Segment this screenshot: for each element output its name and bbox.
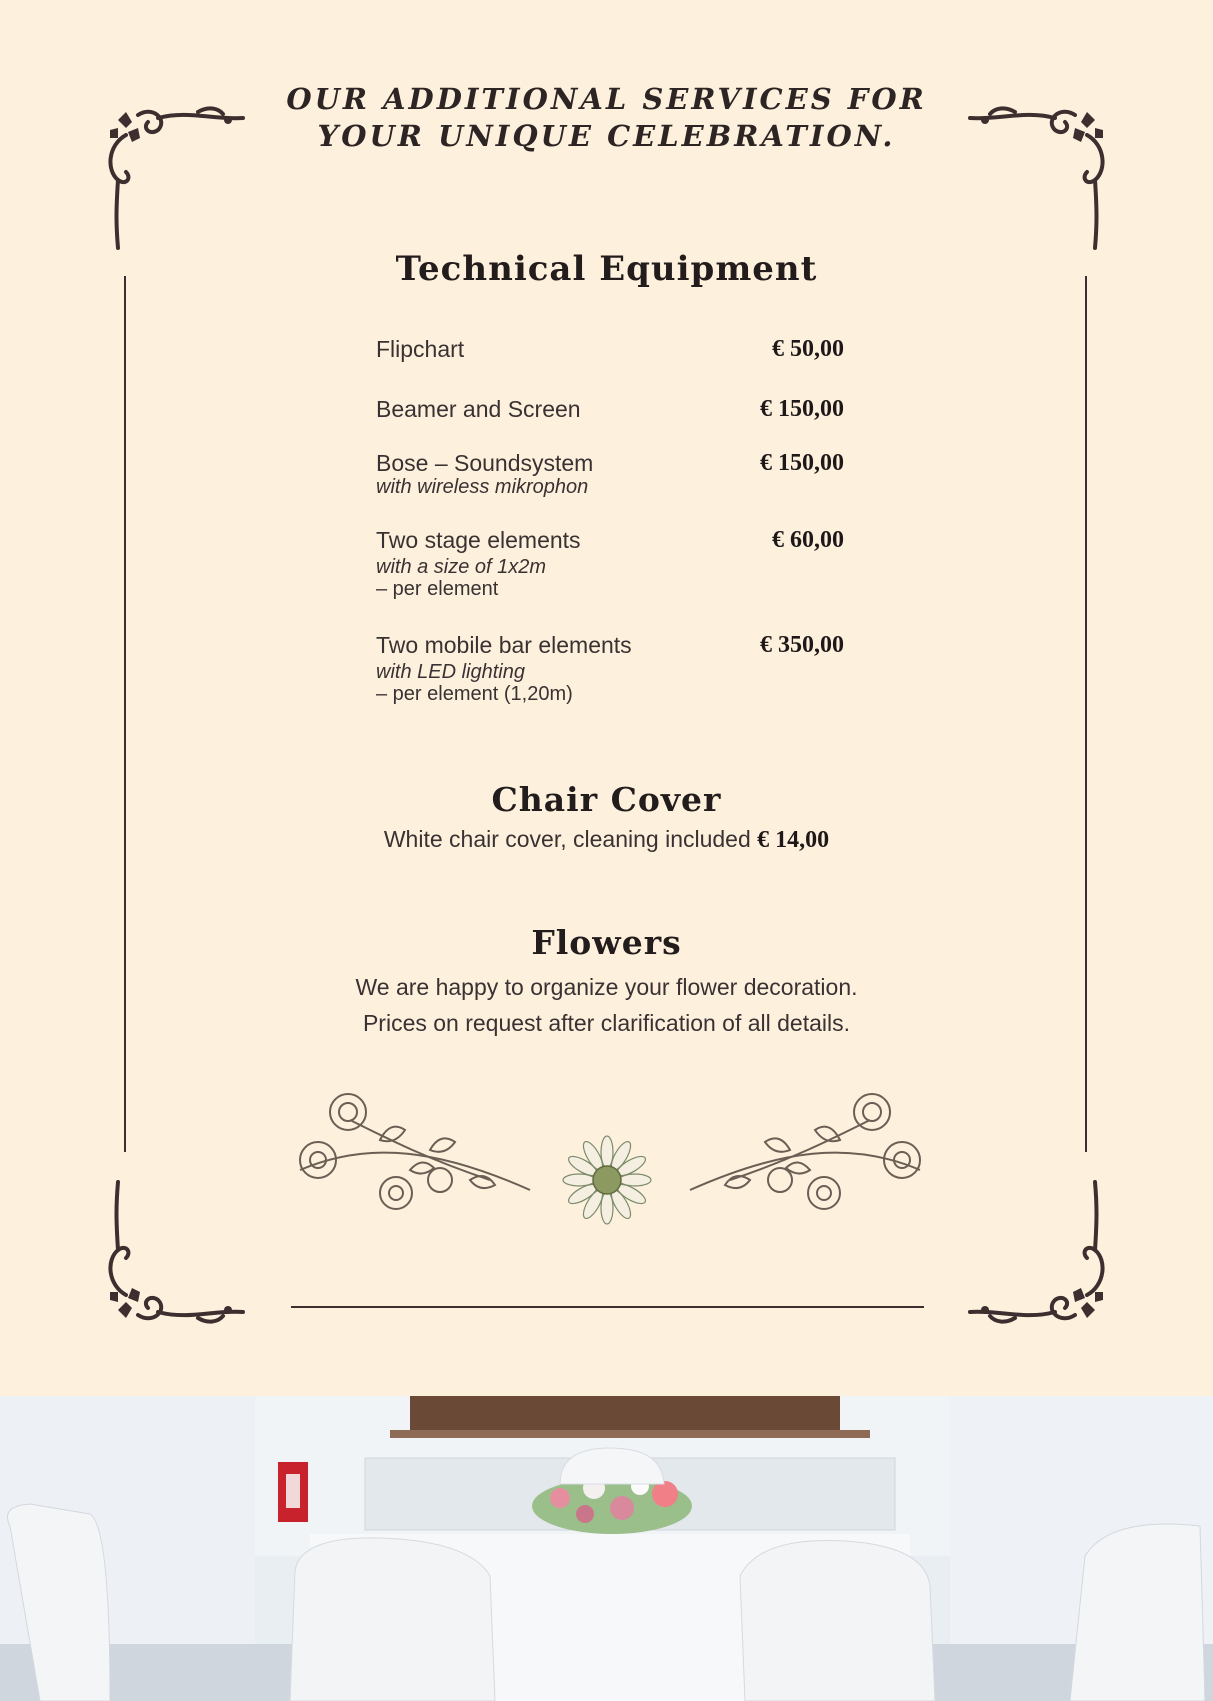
- chair-cover-price: € 14,00: [757, 827, 830, 853]
- item-name: Two stage elements: [376, 527, 581, 553]
- item-description: with a size of 1x2m: [376, 556, 547, 578]
- flowers-line-1: We are happy to organize your flower decoration.: [355, 974, 858, 1000]
- item-name: Beamer and Screen: [376, 396, 581, 422]
- item-description: with LED lighting: [376, 661, 525, 683]
- list-item: [376, 450, 844, 498]
- list-item: [376, 632, 844, 705]
- item-price: € 150,00: [760, 396, 844, 422]
- chair-cover-text: White chair cover, cleaning included: [383, 826, 751, 852]
- list-item: [376, 336, 844, 362]
- flowers-title: Flowers: [531, 923, 682, 962]
- item-note: – per element (1,20m): [376, 683, 573, 705]
- item-price: € 150,00: [760, 450, 844, 476]
- corner-ornament-bottom-left: [98, 1180, 248, 1330]
- list-item: [376, 396, 844, 422]
- technical-equipment-title: Technical Equipment: [395, 249, 818, 289]
- floral-illustration: [290, 1080, 930, 1230]
- flowers-description: [0, 969, 1213, 1041]
- item-description: with wireless mikrophon: [376, 476, 589, 498]
- item-name: Two mobile bar elements: [376, 632, 632, 658]
- chair-cover-title: Chair Cover: [491, 780, 722, 819]
- headline-line-1: OUR ADDITIONAL SERVICES FOR: [286, 82, 927, 116]
- headline-line-2: YOUR UNIQUE CELEBRATION.: [317, 119, 896, 153]
- corner-ornament-bottom-right: [965, 1180, 1115, 1330]
- item-price: € 350,00: [760, 632, 844, 658]
- item-note: – per element: [376, 578, 499, 600]
- flowers-line-2: Prices on request after clarification of all details.: [362, 1010, 851, 1036]
- frame-line-bottom: [291, 1306, 924, 1308]
- item-price: € 60,00: [772, 527, 844, 553]
- list-item: [376, 527, 844, 600]
- item-name: Bose – Soundsystem: [376, 450, 594, 476]
- item-name: Flipchart: [376, 336, 465, 362]
- item-price: € 50,00: [772, 336, 844, 362]
- banquet-photo: [0, 1396, 1213, 1701]
- chair-cover-line: [0, 826, 1213, 854]
- page-headline: [0, 81, 1213, 155]
